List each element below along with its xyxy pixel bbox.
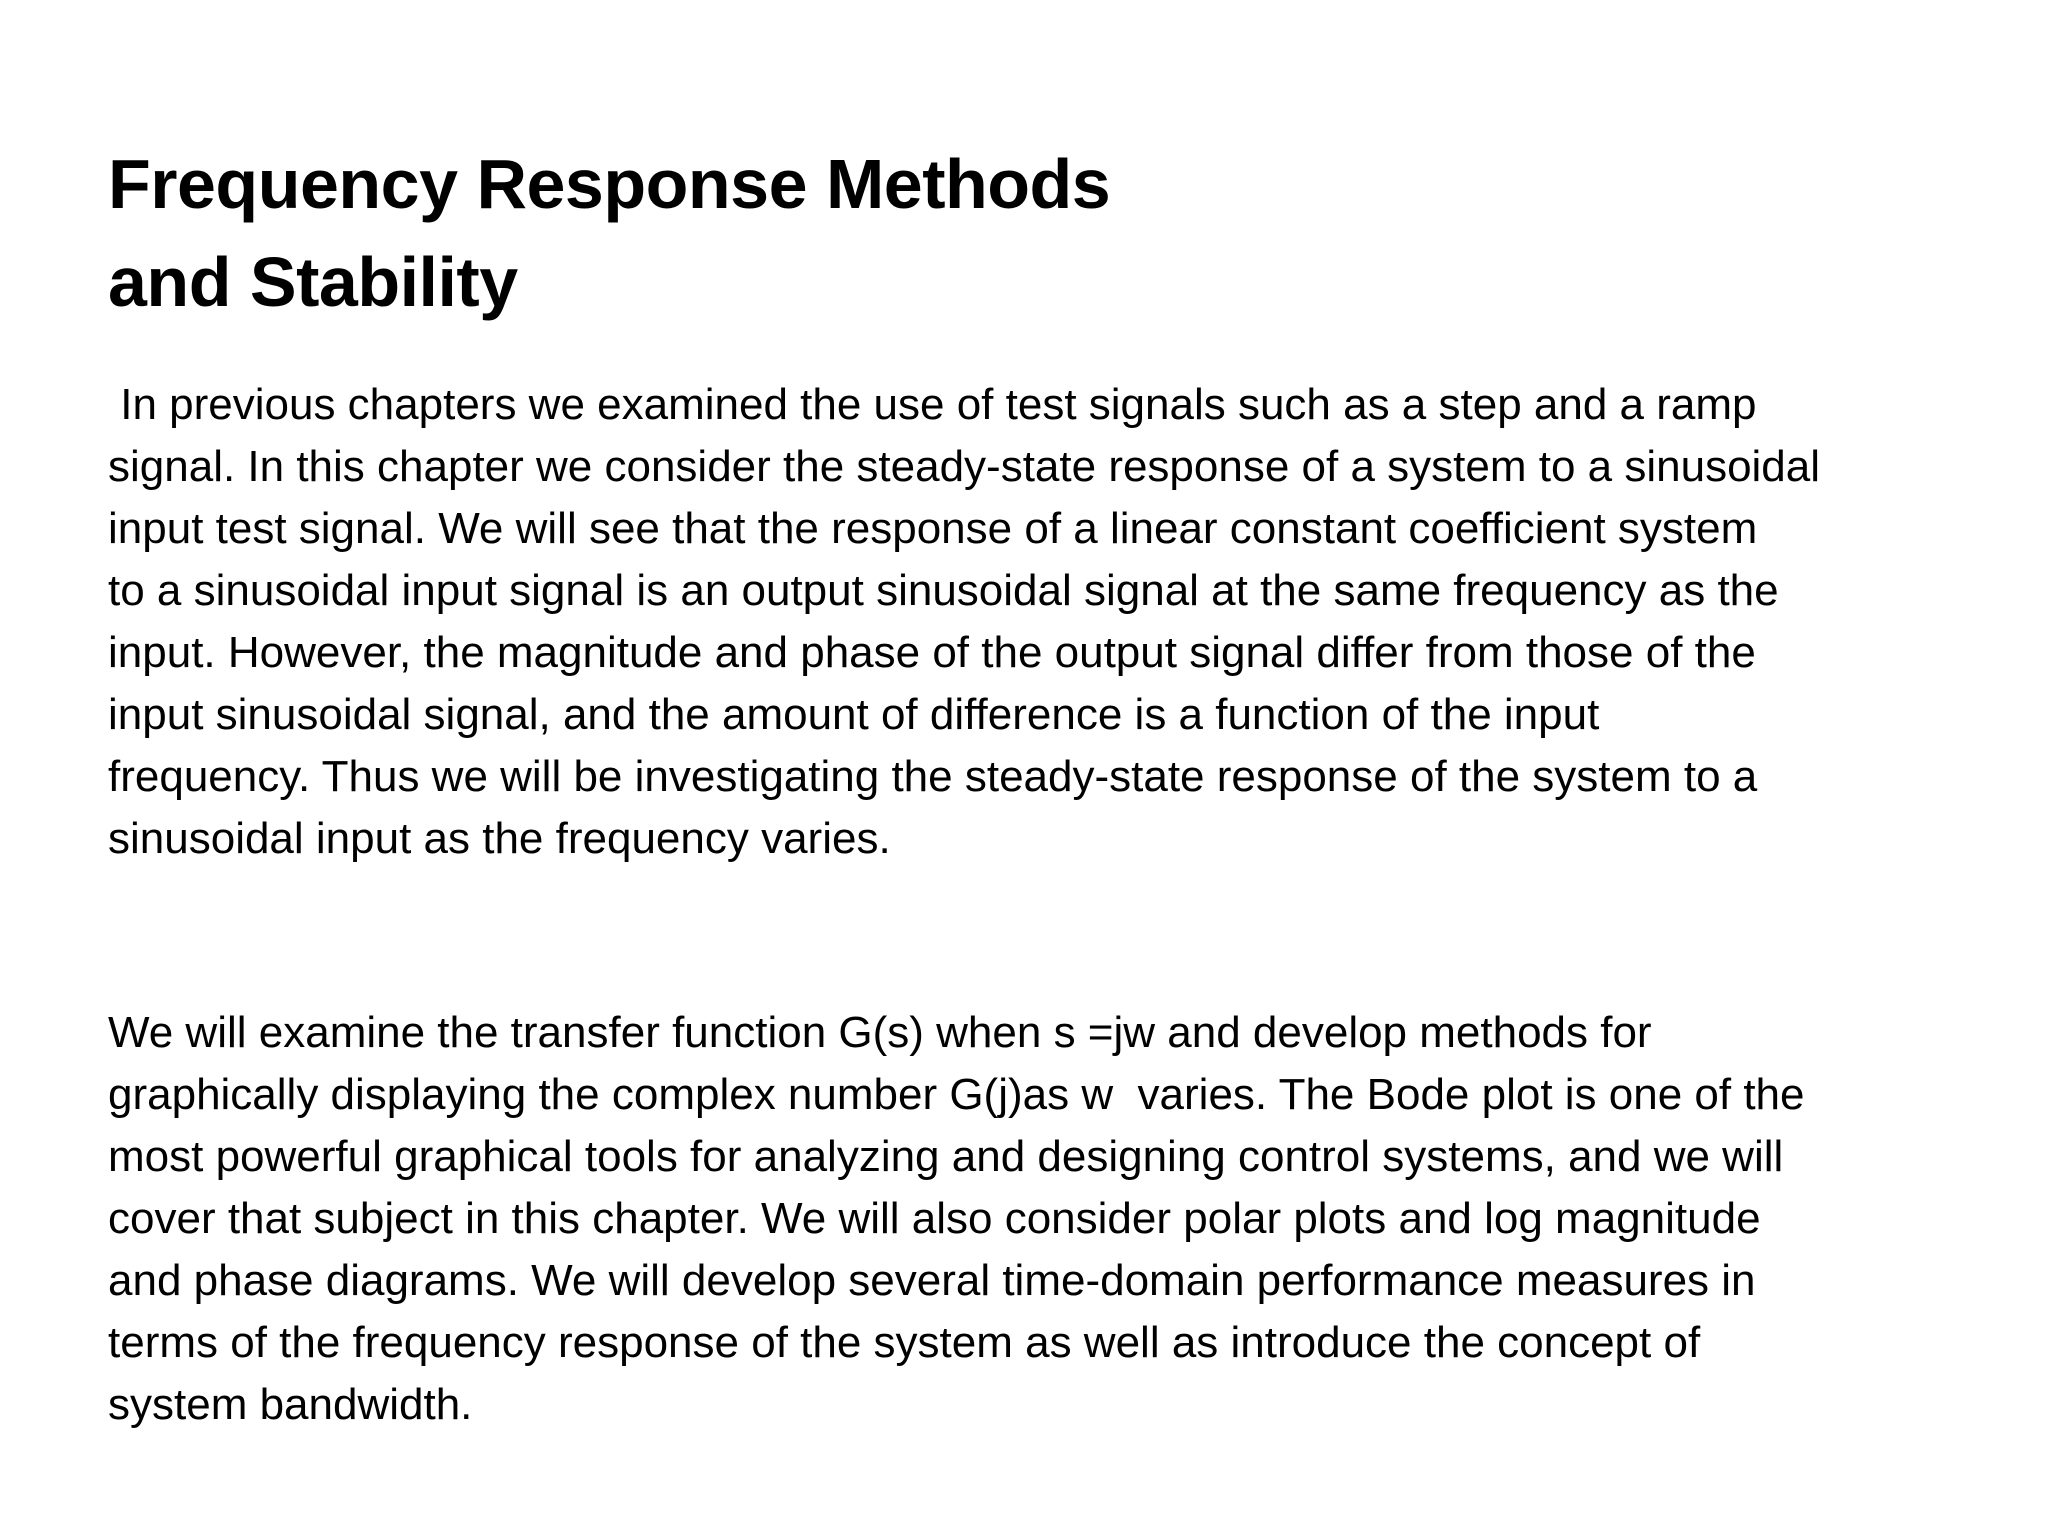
title-line: Frequency Response Methods [108,145,1111,223]
slide-title [108,135,1110,331]
text-line: most powerful graphical tools for analyzing and designing control systems, and we will [108,1132,1784,1181]
text-line: to a sinusoidal input signal is an output sinusoidal signal at the same frequency as the [108,566,1779,615]
text-line: input test signal. We will see that the response of a linear constant coefficient system [108,504,1758,553]
overview-paragraph [108,1002,1805,1436]
text-line: sinusoidal input as the frequency varies. [108,814,891,863]
text-line: frequency. Thus we will be investigating the steady-state response of the system to a [108,752,1758,801]
text-line: In previous chapters we examined the use of test signals such as a step and a ramp [108,380,1757,429]
text-line: input. However, the magnitude and phase of the output signal differ from those of the [108,628,1756,677]
text-line: and phase diagrams. We will develop several time-domain performance measures in [108,1256,1756,1305]
text-line: input sinusoidal signal, and the amount of difference is a function of the input [108,690,1600,739]
title-line: and Stability [108,243,518,321]
text-line: signal. In this chapter we consider the steady-state response of a system to a sinusoidal [108,442,1821,491]
text-line: terms of the frequency response of the system as well as introduce the concept of [108,1318,1701,1367]
text-line: cover that subject in this chapter. We will also consider polar plots and log magnitude [108,1194,1761,1243]
text-line: system bandwidth. [108,1380,473,1429]
text-line: graphically displaying the complex number G(j)as w varies. The Bode plot is one of the [108,1070,1805,1119]
intro-paragraph [108,374,1820,870]
text-line: We will examine the transfer function G(s) when s =jw and develop methods for [108,1008,1652,1057]
